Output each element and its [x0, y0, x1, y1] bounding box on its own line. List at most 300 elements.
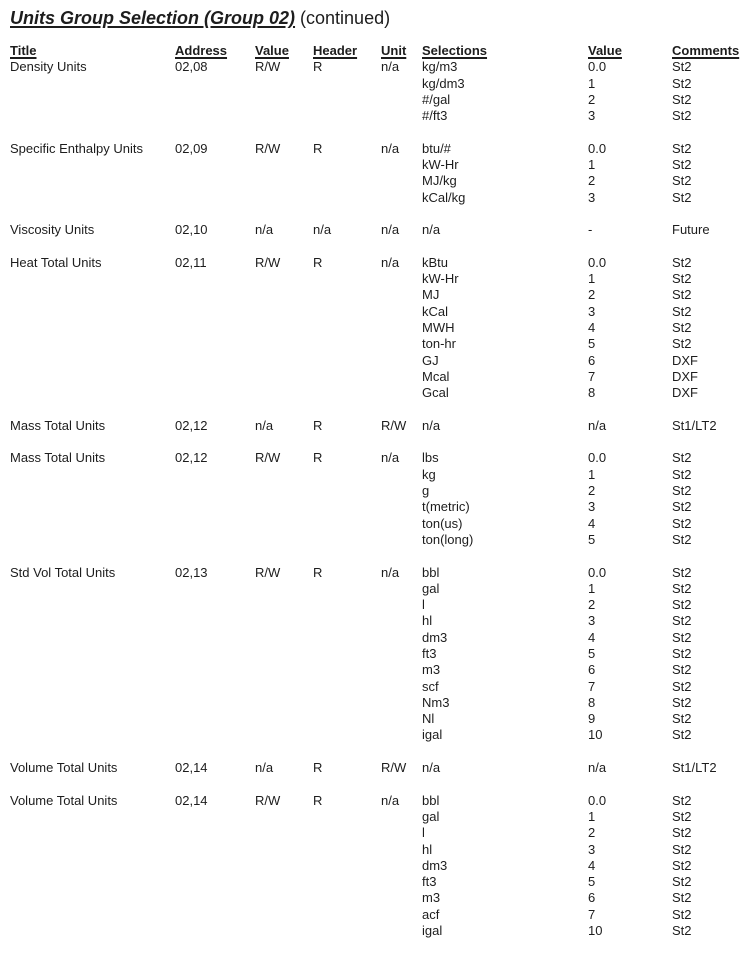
cell-address	[175, 516, 255, 532]
cell-header	[313, 369, 381, 385]
table-row	[0, 336, 744, 352]
column-header-unit	[381, 43, 422, 59]
cell-selection: kg/m3	[422, 59, 458, 75]
cell-value	[255, 320, 313, 336]
cell-title	[10, 597, 175, 613]
cell-value	[255, 108, 313, 124]
cell-address	[175, 695, 255, 711]
cell-address	[175, 890, 255, 906]
cell-header	[313, 287, 381, 303]
cell-header	[313, 858, 381, 874]
cell-comment: St2	[672, 629, 692, 645]
cell-selection-value: 1	[588, 75, 596, 91]
cell-address	[175, 597, 255, 613]
column-header-header-label: Header	[313, 43, 358, 58]
cell-value	[255, 483, 313, 499]
table-row	[0, 467, 744, 483]
cell-value	[255, 190, 313, 206]
cell-unit: R/W	[381, 760, 407, 776]
table-row	[0, 222, 744, 238]
cell-header	[313, 173, 381, 189]
cell-comment: St2	[672, 157, 692, 173]
table-row	[0, 92, 744, 108]
cell-header	[313, 271, 381, 287]
cell-selection: m3	[422, 662, 441, 678]
cell-header	[313, 532, 381, 548]
cell-selection: ft3	[422, 874, 437, 890]
cell-header	[313, 679, 381, 695]
cell-unit	[381, 320, 422, 336]
table-row	[0, 532, 744, 548]
cell-selection: n/a	[422, 417, 441, 433]
cell-header: n/a	[313, 222, 332, 238]
cell-unit	[381, 581, 422, 597]
table-row	[0, 646, 744, 662]
cell-address: 02,14	[175, 760, 208, 776]
cell-comment: St2	[672, 808, 692, 824]
cell-header: R	[313, 140, 323, 156]
cell-comment: St2	[672, 287, 692, 303]
cell-address	[175, 923, 255, 939]
table-row	[0, 141, 744, 157]
cell-selection: btu/#	[422, 140, 451, 156]
cell-selection: igal	[422, 923, 443, 939]
cell-unit	[381, 825, 422, 841]
cell-selection-value: 4	[588, 320, 596, 336]
cell-title: Std Vol Total Units	[10, 564, 116, 580]
cell-comment: DXF	[672, 385, 698, 401]
cell-value	[255, 532, 313, 548]
table-section	[0, 59, 744, 124]
cell-address	[175, 858, 255, 874]
cell-unit	[381, 727, 422, 743]
cell-value	[255, 809, 313, 825]
cell-selection-value: 10	[588, 727, 603, 743]
cell-address	[175, 842, 255, 858]
table-row	[0, 613, 744, 629]
cell-title	[10, 271, 175, 287]
cell-selection: ton-hr	[422, 336, 456, 352]
cell-title	[10, 173, 175, 189]
cell-comment: St2	[672, 678, 692, 694]
cell-value	[255, 825, 313, 841]
cell-address	[175, 190, 255, 206]
cell-selection-value: 5	[588, 874, 596, 890]
cell-header	[313, 581, 381, 597]
cell-header	[313, 467, 381, 483]
cell-selection-value: 1	[588, 271, 596, 287]
cell-selection: m3	[422, 890, 441, 906]
cell-selection-value: 1	[588, 466, 596, 482]
cell-header: R	[313, 254, 323, 270]
cell-selection: n/a	[422, 760, 441, 776]
cell-value	[255, 336, 313, 352]
cell-selection: t(metric)	[422, 499, 470, 515]
cell-selection: kW-Hr	[422, 157, 459, 173]
cell-title	[10, 809, 175, 825]
cell-header	[313, 516, 381, 532]
cell-value	[255, 711, 313, 727]
cell-title	[10, 336, 175, 352]
table-row	[0, 173, 744, 189]
cell-value	[255, 287, 313, 303]
table-row	[0, 271, 744, 287]
cell-value	[255, 369, 313, 385]
cell-title	[10, 516, 175, 532]
cell-comment: St2	[672, 906, 692, 922]
cell-unit: n/a	[381, 59, 400, 75]
table-row	[0, 809, 744, 825]
table-row	[0, 157, 744, 173]
cell-title	[10, 646, 175, 662]
cell-comment: St2	[672, 825, 692, 841]
cell-unit: n/a	[381, 450, 400, 466]
cell-header: R	[313, 450, 323, 466]
cell-selection-value: n/a	[588, 760, 607, 776]
cell-selection-value: 2	[588, 91, 596, 107]
cell-selection-value: 0.0	[588, 792, 607, 808]
cell-selection: dm3	[422, 857, 448, 873]
cell-selection: ft3	[422, 645, 437, 661]
cell-selection: MJ	[422, 287, 440, 303]
cell-comment: St2	[672, 75, 692, 91]
cell-selection: igal	[422, 727, 443, 743]
cell-selection: kg/dm3	[422, 75, 465, 91]
cell-title: Density Units	[10, 59, 87, 75]
cell-unit	[381, 157, 422, 173]
table-row	[0, 499, 744, 515]
cell-selection: #/gal	[422, 91, 451, 107]
table-section	[0, 565, 744, 744]
cell-comment: St1/LT2	[672, 417, 717, 433]
column-header-selections-label: Selections	[422, 43, 488, 58]
cell-header	[313, 613, 381, 629]
cell-comment: St2	[672, 645, 692, 661]
cell-unit	[381, 108, 422, 124]
cell-header	[313, 842, 381, 858]
cell-unit	[381, 173, 422, 189]
cell-address: 02,12	[175, 417, 208, 433]
cell-comment: St2	[672, 271, 692, 287]
cell-title	[10, 92, 175, 108]
column-header-selection-value	[588, 43, 672, 59]
cell-value	[255, 613, 313, 629]
cell-title	[10, 483, 175, 499]
cell-title	[10, 369, 175, 385]
cell-title	[10, 287, 175, 303]
cell-comment: St2	[672, 450, 692, 466]
cell-selection: kg	[422, 466, 436, 482]
cell-selection-value: 0.0	[588, 564, 607, 580]
cell-title: Viscosity Units	[10, 222, 95, 238]
cell-address	[175, 157, 255, 173]
cell-address	[175, 532, 255, 548]
cell-value	[255, 646, 313, 662]
cell-selection: g	[422, 483, 430, 499]
cell-header	[313, 157, 381, 173]
cell-title	[10, 157, 175, 173]
cell-value	[255, 679, 313, 695]
cell-comment: St2	[672, 531, 692, 547]
cell-header	[313, 336, 381, 352]
cell-address	[175, 907, 255, 923]
table-row	[0, 320, 744, 336]
cell-comment: St2	[672, 792, 692, 808]
cell-header	[313, 320, 381, 336]
cell-value: n/a	[255, 222, 274, 238]
table-row	[0, 59, 744, 75]
table-row	[0, 255, 744, 271]
cell-selection-value: 3	[588, 108, 596, 124]
cell-selection-value: 3	[588, 499, 596, 515]
cell-header	[313, 923, 381, 939]
table-row	[0, 304, 744, 320]
cell-address	[175, 271, 255, 287]
cell-unit	[381, 842, 422, 858]
cell-address	[175, 76, 255, 92]
table-row	[0, 842, 744, 858]
cell-header	[313, 890, 381, 906]
cell-unit	[381, 190, 422, 206]
column-header-title-label: Title	[10, 43, 37, 58]
table-row	[0, 727, 744, 743]
table-section	[0, 141, 744, 206]
cell-address: 02,09	[175, 140, 208, 156]
cell-value	[255, 385, 313, 401]
cell-title	[10, 695, 175, 711]
cell-header: R	[313, 760, 323, 776]
cell-selection-value: -	[588, 222, 593, 238]
cell-address: 02,11	[175, 254, 207, 270]
cell-address	[175, 173, 255, 189]
cell-unit	[381, 385, 422, 401]
cell-selection: Nm3	[422, 694, 450, 710]
cell-title	[10, 727, 175, 743]
cell-comment: DXF	[672, 368, 698, 384]
cell-comment: St2	[672, 59, 692, 75]
cell-unit	[381, 711, 422, 727]
table-row	[0, 369, 744, 385]
table-section	[0, 255, 744, 402]
cell-title	[10, 108, 175, 124]
cell-value	[255, 630, 313, 646]
cell-address	[175, 874, 255, 890]
cell-value	[255, 695, 313, 711]
cell-selection-value: 8	[588, 694, 596, 710]
cell-selection-value: 3	[588, 303, 596, 319]
cell-unit	[381, 662, 422, 678]
cell-value: n/a	[255, 760, 274, 776]
cell-unit	[381, 516, 422, 532]
cell-selection-value: 1	[588, 808, 596, 824]
cell-title: Volume Total Units	[10, 792, 118, 808]
cell-value: R/W	[255, 792, 281, 808]
cell-header	[313, 108, 381, 124]
table-section	[0, 450, 744, 548]
table-row	[0, 565, 744, 581]
cell-header	[313, 907, 381, 923]
cell-value	[255, 874, 313, 890]
cell-value	[255, 76, 313, 92]
cell-selection: bbl	[422, 792, 440, 808]
cell-comment: St2	[672, 336, 692, 352]
cell-unit	[381, 76, 422, 92]
cell-comment: St2	[672, 874, 692, 890]
cell-comment: St2	[672, 923, 692, 939]
cell-selection: hl	[422, 613, 433, 629]
cell-selection: GJ	[422, 352, 439, 368]
table-row	[0, 353, 744, 369]
table-row	[0, 923, 744, 939]
cell-header: R	[313, 417, 323, 433]
cell-unit: R/W	[381, 417, 407, 433]
cell-address: 02,12	[175, 450, 208, 466]
cell-title	[10, 630, 175, 646]
cell-header	[313, 385, 381, 401]
table-row	[0, 630, 744, 646]
cell-header: R	[313, 59, 323, 75]
cell-comment: DXF	[672, 352, 698, 368]
cell-title	[10, 662, 175, 678]
table-row	[0, 190, 744, 206]
cell-address: 02,13	[175, 564, 208, 580]
page-title-main: Units Group Selection (Group 02)	[10, 8, 296, 28]
cell-comment: St2	[672, 320, 692, 336]
cell-title	[10, 858, 175, 874]
cell-selection-value: 5	[588, 336, 596, 352]
cell-value	[255, 923, 313, 939]
cell-address	[175, 108, 255, 124]
cell-value	[255, 516, 313, 532]
column-header-value-label: Value	[255, 43, 289, 58]
table-header-row	[0, 43, 744, 59]
cell-title	[10, 679, 175, 695]
cell-value	[255, 157, 313, 173]
table-section	[0, 222, 744, 238]
cell-selection-value: 2	[588, 173, 596, 189]
cell-selection-value: 0.0	[588, 140, 607, 156]
cell-comment: Future	[672, 222, 710, 238]
cell-address	[175, 304, 255, 320]
cell-value	[255, 467, 313, 483]
cell-comment: St2	[672, 580, 692, 596]
cell-header	[313, 76, 381, 92]
cell-value	[255, 890, 313, 906]
cell-selection: kW-Hr	[422, 271, 459, 287]
table-row	[0, 662, 744, 678]
cell-comment: St2	[672, 662, 692, 678]
cell-comment: St2	[672, 857, 692, 873]
cell-comment: St2	[672, 466, 692, 482]
cell-unit	[381, 646, 422, 662]
page-title-continued: (continued)	[295, 8, 391, 28]
cell-address	[175, 336, 255, 352]
cell-comment: St2	[672, 173, 692, 189]
table-row	[0, 76, 744, 92]
cell-title: Volume Total Units	[10, 760, 118, 776]
cell-address	[175, 369, 255, 385]
cell-selection: l	[422, 597, 425, 613]
cell-address	[175, 385, 255, 401]
cell-comment: St2	[672, 189, 692, 205]
cell-selection: ton(long)	[422, 531, 474, 547]
cell-header	[313, 825, 381, 841]
cell-selection: dm3	[422, 629, 448, 645]
cell-address	[175, 630, 255, 646]
cell-unit	[381, 613, 422, 629]
cell-title	[10, 907, 175, 923]
cell-selection: bbl	[422, 564, 440, 580]
cell-comment: St2	[672, 694, 692, 710]
cell-selection-value: 7	[588, 906, 596, 922]
cell-unit: n/a	[381, 140, 400, 156]
cell-title	[10, 613, 175, 629]
cell-value	[255, 858, 313, 874]
cell-value: R/W	[255, 140, 281, 156]
cell-comment: St2	[672, 483, 692, 499]
cell-header	[313, 809, 381, 825]
cell-unit	[381, 858, 422, 874]
page-title	[0, 0, 744, 29]
cell-value: R/W	[255, 254, 281, 270]
cell-unit: n/a	[381, 222, 400, 238]
cell-title: Heat Total Units	[10, 254, 102, 270]
cell-unit	[381, 532, 422, 548]
cell-header	[313, 353, 381, 369]
cell-selection: kCal/kg	[422, 189, 466, 205]
cell-unit	[381, 907, 422, 923]
cell-unit	[381, 597, 422, 613]
cell-comment: St2	[672, 890, 692, 906]
cell-selection-value: n/a	[588, 417, 607, 433]
table-row	[0, 287, 744, 303]
cell-value	[255, 499, 313, 515]
cell-unit	[381, 695, 422, 711]
column-header-address	[175, 43, 255, 59]
cell-header	[313, 499, 381, 515]
cell-selection-value: 2	[588, 287, 596, 303]
cell-header	[313, 711, 381, 727]
cell-unit: n/a	[381, 254, 400, 270]
cell-value	[255, 173, 313, 189]
cell-selection-value: 6	[588, 352, 596, 368]
cell-selection-value: 1	[588, 157, 596, 173]
cell-selection-value: 9	[588, 711, 596, 727]
cell-address: 02,10	[175, 222, 208, 238]
cell-unit	[381, 336, 422, 352]
cell-selection-value: 8	[588, 385, 596, 401]
cell-comment: St2	[672, 597, 692, 613]
cell-header: R	[313, 792, 323, 808]
cell-selection-value: 2	[588, 825, 596, 841]
cell-selection-value: 6	[588, 890, 596, 906]
cell-title: Specific Enthalpy Units	[10, 140, 143, 156]
table-row	[0, 108, 744, 124]
cell-unit	[381, 874, 422, 890]
table-body	[0, 59, 744, 939]
cell-unit	[381, 630, 422, 646]
cell-address	[175, 809, 255, 825]
cell-comment: St2	[672, 499, 692, 515]
table-row	[0, 483, 744, 499]
cell-address	[175, 711, 255, 727]
cell-selection-value: 0.0	[588, 254, 607, 270]
table-row	[0, 760, 744, 776]
table-row	[0, 516, 744, 532]
column-header-header	[313, 43, 381, 59]
cell-header	[313, 646, 381, 662]
cell-address	[175, 581, 255, 597]
